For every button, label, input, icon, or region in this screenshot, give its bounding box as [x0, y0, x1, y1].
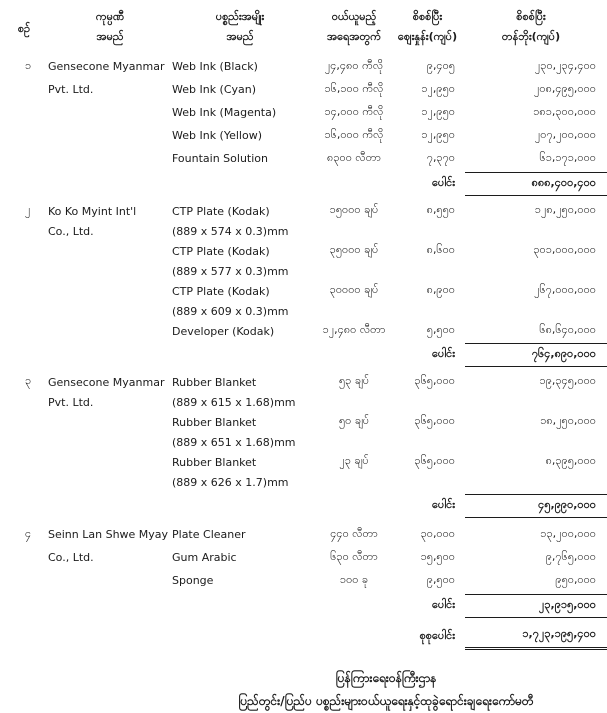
item-price: ၅,၅၀၀ [426, 323, 455, 336]
grand-total-row [0, 623, 607, 651]
header-company-line2: အမည် [96, 30, 124, 43]
table-row [0, 321, 607, 341]
table-row [0, 78, 607, 101]
item-value: ၁၈၁,၃၀၀,၀၀၀ [533, 104, 596, 118]
item-quantity: ၈၃၀၀ လီတာ [327, 150, 381, 164]
item-value: ၉၅၀,၀၀၀ [555, 572, 596, 586]
header-value-line2: တန်ဘိုး(ကျပ်) [501, 30, 561, 43]
item-value: ၂၀၇,၂၀၀,၀၀၀ [534, 127, 596, 141]
table-row [0, 392, 607, 412]
header-company [48, 7, 172, 47]
header-item [172, 7, 308, 47]
item-name: Rubber Blanket [172, 415, 257, 429]
item-quantity: ၅၃ ချပ် [338, 374, 370, 387]
header-price-line1: စိစစ်ပြီး [412, 10, 443, 23]
table-row [0, 101, 607, 124]
item-value: ၆၁,၁၇၁,၀၀၀ [539, 150, 596, 164]
item-quantity: ၂၃ ချပ် [339, 454, 369, 467]
item-name: Plate Cleaner [172, 528, 246, 541]
grand-total-label: စုစုပေါင်း [419, 629, 455, 642]
item-name: CTP Plate (Kodak) [172, 204, 270, 218]
item-name: Fountain Solution [172, 152, 268, 165]
header-value [455, 7, 607, 47]
item-price: ၃၆၅,၀၀၀ [414, 414, 455, 427]
item-price: ၉,၄၀၅ [426, 58, 455, 72]
group-total-value: ၂၃,၉၁၅,၀၀၀ [465, 594, 607, 618]
item-dimension: (889 x 577 x 0.3)mm [172, 264, 289, 278]
group-3 [0, 372, 607, 519]
item-quantity: ၁၄,၀၀၀ ကီလို [324, 104, 384, 118]
table-row [0, 221, 607, 241]
table-row [0, 124, 607, 147]
table-row [0, 147, 607, 170]
footer-ministry: ပြန်ကြားရေးဝန်ကြီးဌာန [335, 671, 437, 685]
group-total-value: ၈၈၈,၄၀၀,၄၀၀ [465, 172, 607, 196]
group-total-value: ၇၆၄,၈၉၀,၀၀၀ [465, 343, 607, 367]
item-price: ၉,၅၀၀ [426, 572, 455, 586]
document-footer [172, 667, 600, 713]
item-value: ၆၈,၆၄၀,၀၀၀ [539, 323, 596, 336]
company-name: Co., Ltd. [48, 224, 94, 238]
item-price: ၃၀,၀၀၀ [420, 526, 455, 540]
item-quantity: ၁၅၀၀၀ ချပ် [329, 203, 379, 216]
header-value-line1: စိစစ်ပြီး [516, 10, 546, 23]
item-name: Web Ink (Cyan) [172, 83, 257, 96]
item-price: ၃၆၅,၀၀၀ [414, 374, 455, 387]
table-row [0, 201, 607, 221]
item-name: Web Ink (Yellow) [172, 129, 263, 142]
company-name: Pvt. Ltd. [48, 395, 94, 409]
table-row [0, 523, 607, 546]
item-dimension: (889 x 574 x 0.3)mm [172, 224, 289, 238]
item-name: Rubber Blanket [172, 375, 257, 389]
item-name: Gum Arabic [172, 551, 237, 564]
item-name: Sponge [172, 574, 214, 587]
item-dimension: (889 x 609 x 0.3)mm [172, 304, 289, 318]
table-row [0, 569, 607, 592]
company-name: Gensecone Myanmar [48, 60, 165, 73]
item-price: ၈,၅၅၀ [426, 203, 455, 216]
table-row [0, 301, 607, 321]
item-dimension: (889 x 626 x 1.7)mm [172, 475, 289, 489]
item-dimension: (889 x 651 x 1.68)mm [172, 435, 296, 449]
group-total-value: ၄၅,၉၉၀,၀၀၀ [465, 494, 607, 518]
header-no-label: စဉ် [17, 22, 31, 35]
item-name: Web Ink (Magenta) [172, 106, 277, 119]
item-name: Web Ink (Black) [172, 60, 258, 73]
item-quantity: ၆၃၀ လီတာ [330, 549, 378, 563]
item-quantity: ၃၅၀၀၀ ချပ် [329, 243, 379, 256]
group-total-label: ပေါင်း [431, 497, 455, 511]
item-quantity: ၁၀၀ ခု [339, 572, 369, 586]
group-total-row [0, 592, 607, 619]
item-value: ၁၉,၃၄၅,၀၀၀ [539, 374, 596, 387]
item-quantity: ၄၄၀ လီတာ [330, 526, 378, 540]
company-name: Seinn Lan Shwe Myay [48, 528, 169, 541]
item-quantity: ၁၆,၀၀၀ ကီလို [324, 127, 384, 141]
item-price: ၁၂,၉၅၀ [421, 81, 455, 95]
table-row [0, 241, 607, 261]
item-price: ၃၆၅,၀၀၀ [414, 454, 455, 467]
item-value: ၁၂၈,၂၅၀,၀၀၀ [534, 203, 596, 216]
item-price: ၇,၃၇၀ [426, 150, 455, 164]
row-number: ၃ [25, 374, 32, 387]
header-company-line1: ကုမ္ပဏီ [95, 10, 125, 23]
item-quantity: ၁၆,၁၀၀ ကီလို [324, 81, 384, 95]
item-quantity: ၁၂,၄၈၀ လီတာ [322, 323, 386, 336]
header-quantity [308, 7, 400, 47]
row-number: ၂ [25, 203, 31, 216]
item-value: ၂၆၇,၀၀၀,၀၀၀ [534, 283, 596, 296]
item-name: Rubber Blanket [172, 455, 257, 469]
group-total-label: ပေါင်း [431, 175, 455, 189]
footer-committee: ပြည်တွင်း/ပြည်ပ ပစ္စည်းများဝယ်ယူရေးနှင့်ထုခွဲရောင်းချရေးကော်မတီ [238, 694, 534, 708]
header-quantity-line2: အရေအတွက် [327, 30, 381, 43]
item-value: ၉,၇၆၅,၀၀၀ [545, 549, 596, 563]
table-row [0, 372, 607, 392]
group-total-label: ပေါင်း [431, 597, 455, 611]
group-total-row [0, 170, 607, 197]
group-total-label: ပေါင်း [431, 346, 455, 360]
table-row [0, 261, 607, 281]
item-value: ၁၃,၂၀၀,၀၀၀ [540, 526, 596, 540]
row-number: ၄ [25, 526, 32, 540]
header-price-line2: ဈေးနှုန်း(ကျပ်) [397, 30, 458, 43]
item-price: ၁၂,၉၅၀ [421, 127, 455, 141]
item-price: ၈,၉၀၀ [426, 283, 455, 296]
item-price: ၁၂,၉၅၀ [421, 104, 455, 118]
item-value: ၃၀၁,၀၀၀,၀၀၀ [533, 243, 596, 256]
group-4 [0, 523, 607, 651]
item-price: ၈,၆၀၀ [426, 243, 455, 256]
item-value: ၈,၃၉၅,၀၀၀ [545, 454, 596, 467]
header-quantity-line1: ဝယ်ယူမည့် [331, 10, 377, 23]
grand-total-value: ၁,၇၂၃,၁၉၅,၄၀၀ [465, 624, 607, 650]
item-quantity: ၃၀၀၀၀ ချပ် [329, 283, 379, 296]
company-name: Co., Ltd. [48, 551, 94, 564]
item-quantity: ၂၄,၄၈၀ ကီလို [324, 58, 384, 72]
table-row [0, 281, 607, 301]
group-total-row [0, 492, 607, 519]
company-name: Gensecone Myanmar [48, 375, 165, 389]
item-quantity: ၅၀ ချပ် [338, 414, 370, 427]
company-name: Ko Ko Myint Int'l [48, 204, 137, 218]
item-dimension: (889 x 615 x 1.68)mm [172, 395, 296, 409]
header-item-line1: ပစ္စည်းအမျိုး [215, 10, 265, 23]
table-header-row [0, 0, 607, 55]
header-no [0, 7, 48, 51]
group-2 [0, 201, 607, 368]
group-total-row [0, 341, 607, 368]
item-name: Developer (Kodak) [172, 324, 275, 338]
row-number: ၁ [25, 58, 32, 72]
header-price [397, 7, 458, 47]
item-price: ၁၅,၅၀၀ [420, 549, 455, 563]
group-1 [0, 55, 607, 197]
table-row [0, 452, 607, 472]
company-name: Pvt. Ltd. [48, 83, 94, 96]
table-row [0, 472, 607, 492]
header-item-line2: အမည် [226, 30, 254, 43]
item-value: ၂၀၈,၄၉၅,၀၀၀ [534, 81, 596, 95]
table-row [0, 412, 607, 432]
table-row [0, 546, 607, 569]
item-value: ၂၃၀,၂၃၄,၄၀၀ [534, 58, 596, 72]
item-name: CTP Plate (Kodak) [172, 284, 270, 298]
table-row [0, 432, 607, 452]
table-row [0, 55, 607, 78]
item-value: ၁၈,၂၅၀,၀၀၀ [540, 414, 596, 427]
item-name: CTP Plate (Kodak) [172, 244, 270, 258]
